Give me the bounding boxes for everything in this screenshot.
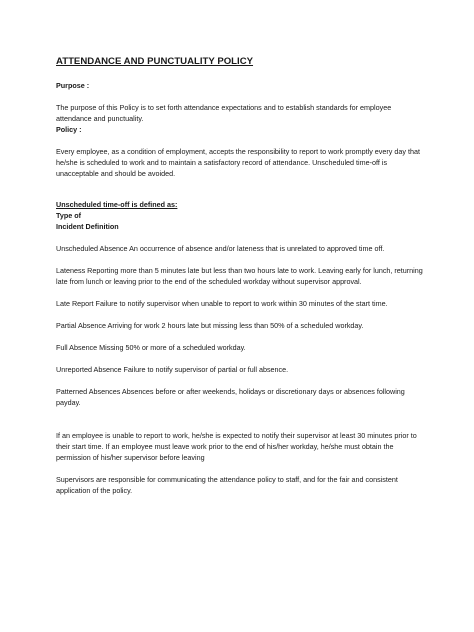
type-label: Type of [56,211,82,220]
definition-item: Patterned Absences Absences before or after weekends, holidays or discretionary days or absences following payday. [56,387,405,407]
policy-text: Every employee, as a condition of employment, accepts the responsibility to report to work promptly every day that he/she is scheduled to work and to maintain a satisfactory record of attendance. Unscheduled time-off is unacceptable and should be avoided. [56,147,420,178]
unscheduled-heading: Unscheduled time-off is defined as: [56,200,178,209]
document-page [56,56,424,496]
definition-item: Partial Absence Arriving for work 2 hours late but missing less than 50% of a scheduled workday. [56,321,364,330]
definition-item: Unscheduled Absence An occurrence of absence and/or lateness that is unrelated to approved time off. [56,244,385,253]
purpose-text: The purpose of this Policy is to set forth attendance expectations and to establish standards for employee attendance and punctuality. [56,103,392,123]
supervisor-text: Supervisors are responsible for communicating the attendance policy to staff, and for the fair and consistent application of the policy. [56,475,398,495]
incident-definition-label: Incident Definition [56,222,119,231]
definition-item: Unreported Absence Failure to notify supervisor of partial or full absence. [56,365,289,374]
definition-item: Late Report Failure to notify supervisor when unable to report to work within 30 minutes of the start time. [56,299,388,308]
document-title: ATTENDANCE AND PUNCTUALITY POLICY [56,56,254,67]
definition-item: Lateness Reporting more than 5 minutes late but less than two hours late to work. Leaving early for lunch, returning late from lunch or leaving prior to the end of the scheduled workday without supervisor approval. [56,266,423,286]
purpose-heading: Purpose : [56,81,90,90]
policy-heading: Policy : [56,125,82,134]
definition-item: Full Absence Missing 50% or more of a scheduled workday. [56,343,246,352]
notification-text: If an employee is unable to report to work, he/she is expected to notify their supervisor at least 30 minutes prior to their start time. If an employee must leave work prior to the end of his/her workday, he/she must obtain the permission of his/her supervisor before leaving [56,431,417,462]
